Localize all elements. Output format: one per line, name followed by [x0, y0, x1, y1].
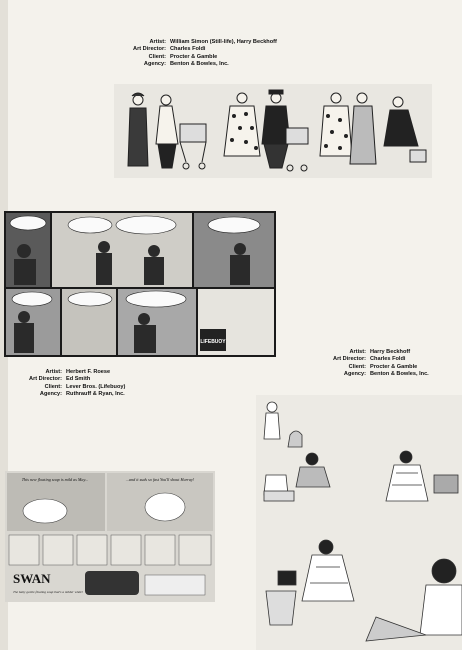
- credits-block-2: [310, 349, 429, 379]
- credits-block-3: [6, 369, 125, 399]
- shopping-illustration: [114, 84, 432, 178]
- credit-row: Agency: Benton & Bowles, Inc.: [343, 371, 429, 378]
- credit-row: Art Director: Ed Smith: [29, 376, 91, 383]
- credit-row: Client: Procter & Gamble: [148, 53, 218, 60]
- credit-row: Art Director: Charles Foldi: [333, 356, 406, 363]
- credit-row: Client: Procter & Gamble: [348, 363, 418, 370]
- swan-tagline: The baby gentle floating soap that's a milder white!: [13, 590, 84, 594]
- credit-row: Artist: William Simon (Still-life), Harry Beckhoff: [149, 39, 277, 45]
- credit-row: Art Director: Charles Foldi: [133, 46, 206, 53]
- credit-row: Artist: Herbert F. Roese: [45, 369, 111, 375]
- credit-row: Agency: Ruthrauff & Ryan, Inc.: [39, 391, 125, 398]
- swan-headline-left: This new floating soap is mild as May...: [21, 477, 89, 482]
- swan-logo: SWAN: [13, 571, 51, 586]
- lifebuoy-label: LIFEBUOY: [200, 339, 226, 345]
- household-sketch-illustration: [256, 395, 462, 650]
- swan-headline-right: ...and it suds so fast You'll shout Hurray!: [125, 477, 195, 482]
- credit-row: Artist: Harry Beckhoff: [349, 349, 411, 355]
- lifebuoy-comic-strip: [4, 211, 276, 357]
- credit-row: Client: Lever Bros. (Lifebuoy): [44, 383, 126, 390]
- credit-row: Agency: Benton & Bowles, Inc.: [143, 61, 229, 68]
- credits-block-1: [110, 39, 277, 69]
- swan-soap-ad: [5, 471, 215, 602]
